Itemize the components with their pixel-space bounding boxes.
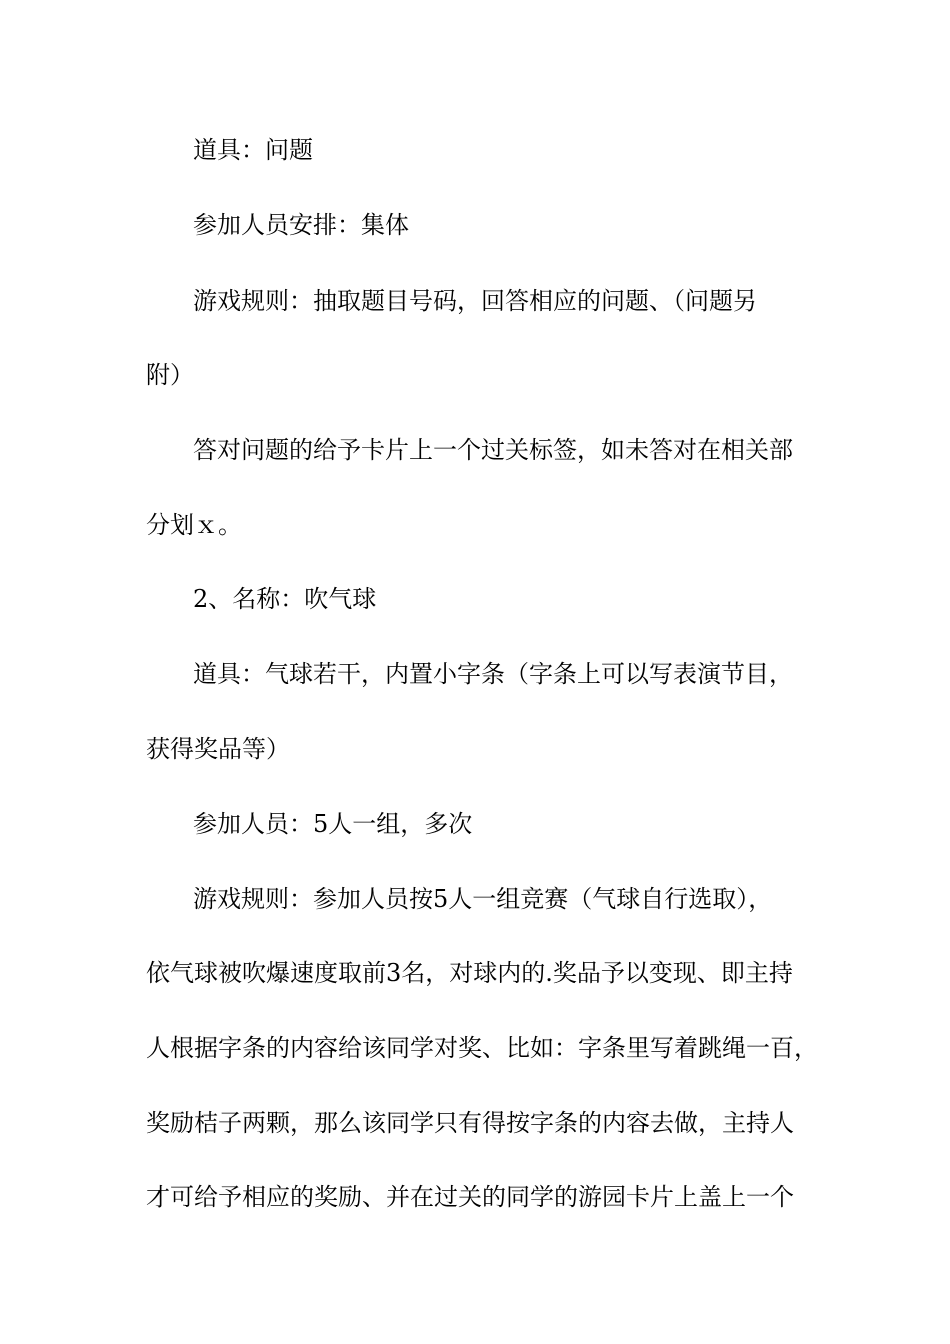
text-line: 获得奖品等）	[146, 735, 290, 763]
text-line: 道具：气球若干，内置小字条（字条上可以写表演节目，	[193, 660, 793, 688]
text-line: 答对问题的给予卡片上一个过关标签，如未答对在相关部	[193, 436, 793, 464]
text-line: 参加人员：5人一组，多次	[193, 810, 473, 838]
text-line: 才可给予相应的奖励、并在过关的同学的游园卡片上盖上一个	[146, 1183, 794, 1211]
text-line: 奖励桔子两颗，那么该同学只有得按字条的内容去做，主持人	[146, 1109, 794, 1137]
text-line: 参加人员安排：集体	[193, 211, 409, 239]
text-line: 分划ｘ。	[146, 511, 242, 539]
text-line: 人根据字条的内容给该同学对奖、比如：字条里写着跳绳一百，	[146, 1034, 818, 1062]
text-line: 道具：问题	[193, 136, 313, 164]
text-line: 游戏规则：参加人员按5人一组竞赛（气球自行选取），	[193, 885, 773, 913]
text-line: 附）	[146, 361, 194, 389]
text-line: 游戏规则：抽取题目号码，回答相应的问题、（问题另	[193, 287, 757, 315]
section-heading: 2、名称：吹气球	[193, 585, 377, 613]
text-line: 依气球被吹爆速度取前3名，对球内的.奖品予以变现、即主持	[146, 959, 793, 987]
